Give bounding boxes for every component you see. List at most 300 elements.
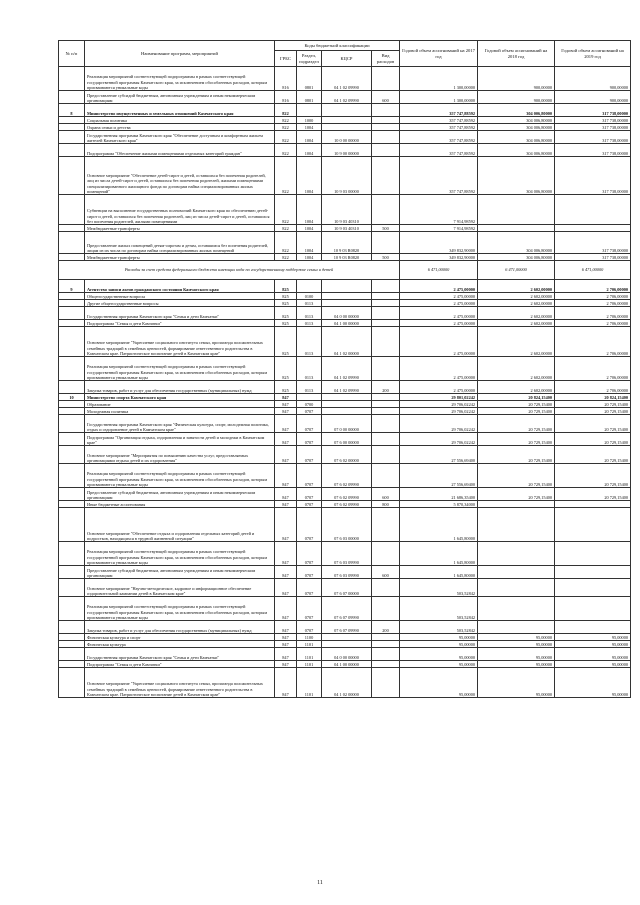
row-kvr: 500 <box>372 225 400 232</box>
table-row <box>59 293 631 300</box>
table-row <box>59 320 631 327</box>
row-name: Молодежная политика <box>85 408 275 415</box>
row-index <box>59 661 85 668</box>
row-ksr: 07 6 02 09990 <box>322 464 372 488</box>
row-grbs: 822 <box>275 124 297 131</box>
row-value-2018: 20 729,15400 <box>478 488 555 501</box>
row-section: 0707 <box>297 488 322 501</box>
table-row <box>59 157 631 195</box>
row-kvr <box>372 579 400 597</box>
row-ksr: 07 6 07 00000 <box>322 579 372 597</box>
row-value-2018: 95,00000 <box>478 668 555 698</box>
row-section: 1004 <box>297 144 322 157</box>
row-ksr: 04 1 02 00000 <box>322 668 372 698</box>
row-index <box>59 446 85 464</box>
row-grbs: 825 <box>275 300 297 307</box>
note-value-v17: 6 471,00000 <box>400 261 478 280</box>
row-value-2018 <box>478 542 555 566</box>
row-section: 1004 <box>297 225 322 232</box>
row-value-2019: 317 738,00000 <box>555 157 631 195</box>
row-value-2018 <box>478 566 555 579</box>
row-ksr: 07 6 07 09990 <box>322 621 372 634</box>
row-value-2018: 20 729,15400 <box>478 433 555 446</box>
row-index <box>59 597 85 621</box>
row-value-2019 <box>555 597 631 621</box>
row-name: Государственная программа Камчатского края "Обеспечение доступным и комфортным жильем жителей Камчатского края" <box>85 131 275 144</box>
row-value-2017: 357 747,88592 <box>400 104 478 117</box>
row-ksr: 04 1 00 00000 <box>322 320 372 327</box>
row-value-2018: 20 729,15400 <box>478 415 555 433</box>
row-name: Реализация мероприятий соответствующей подпрограммы в рамках соответствующей государственной программы Камчатского края, за исключением обособленных расходов, которым присваиваются уникальные коды <box>85 464 275 488</box>
row-index <box>59 300 85 307</box>
row-section: 0113 <box>297 357 322 381</box>
row-value-2019: 20 729,15400 <box>555 488 631 501</box>
row-ksr: 04 1 02 09990 <box>322 381 372 394</box>
table-row <box>59 415 631 433</box>
row-value-2017: 29 706,02242 <box>400 433 478 446</box>
row-value-2019: 900,00000 <box>555 67 631 91</box>
row-value-2018: 304 006,80000 <box>478 157 555 195</box>
row-ksr: 07 6 02 09990 <box>322 488 372 501</box>
row-kvr <box>372 357 400 381</box>
row-value-2018 <box>478 508 555 542</box>
row-section: 1101 <box>297 641 322 648</box>
row-index <box>59 124 85 131</box>
row-kvr <box>372 320 400 327</box>
row-value-2017: 2 475,00000 <box>400 293 478 300</box>
row-grbs: 822 <box>275 232 297 254</box>
col-2019-header: Годовой объем ассигнований на 2019 год <box>555 41 631 67</box>
row-name: Агентство записи актов гражданского состояния Камчатского края <box>85 280 275 293</box>
row-grbs: 822 <box>275 131 297 144</box>
row-value-2018: 304 006,80000 <box>478 232 555 254</box>
row-index: 9 <box>59 280 85 293</box>
row-value-2019: 2 706,00000 <box>555 381 631 394</box>
row-value-2019: 95,00000 <box>555 648 631 661</box>
row-name: Физическая культура и спорт <box>85 634 275 641</box>
row-grbs: 822 <box>275 117 297 124</box>
row-name: Государственная программа Камчатского края "Физическая культура, спорт, молодежная политика, отдых и оздоровление детей в Камчатском крае" <box>85 415 275 433</box>
row-section: 1101 <box>297 668 322 698</box>
row-value-2017: 29 801,02242 <box>400 394 478 401</box>
row-index <box>59 415 85 433</box>
row-index <box>59 634 85 641</box>
row-index <box>59 357 85 381</box>
row-ksr <box>322 300 372 307</box>
row-kvr: 500 <box>372 254 400 261</box>
row-value-2019: 2 706,00000 <box>555 307 631 320</box>
row-value-2018: 20 729,15400 <box>478 464 555 488</box>
row-kvr: 800 <box>372 501 400 508</box>
row-kvr <box>372 157 400 195</box>
row-value-2019: 95,00000 <box>555 661 631 668</box>
row-value-2017: 1 645,80000 <box>400 542 478 566</box>
row-value-2017: 349 832,90000 <box>400 254 478 261</box>
row-ksr: 10 9 00 00000 <box>322 144 372 157</box>
row-name: Реализация мероприятий соответствующей подпрограммы в рамках соответствующей государственной программы Камчатского края, за исключением обособленных расходов, которым присваиваются уникальные коды <box>85 67 275 91</box>
row-grbs: 822 <box>275 225 297 232</box>
row-value-2017: 29 706,02242 <box>400 401 478 408</box>
row-index <box>59 408 85 415</box>
table-row <box>59 327 631 357</box>
row-ksr: 07 6 02 09990 <box>322 501 372 508</box>
codes-group-header: Коды бюджетной классификации <box>275 41 400 51</box>
row-kvr <box>372 634 400 641</box>
row-index <box>59 501 85 508</box>
row-grbs: 822 <box>275 195 297 225</box>
table-row <box>59 661 631 668</box>
row-kvr <box>372 464 400 488</box>
row-value-2017: 5 870,34000 <box>400 501 478 508</box>
row-ksr <box>322 293 372 300</box>
row-grbs: 825 <box>275 381 297 394</box>
row-index <box>59 579 85 597</box>
row-kvr <box>372 195 400 225</box>
row-section: 1100 <box>297 634 322 641</box>
row-value-2019: 2 706,00000 <box>555 300 631 307</box>
row-ksr <box>322 124 372 131</box>
row-index <box>59 641 85 648</box>
row-ksr: 10 9 03 00000 <box>322 157 372 195</box>
row-kvr: 200 <box>372 621 400 634</box>
row-value-2017: 27 556,69400 <box>400 464 478 488</box>
row-name: Межбюджетные трансферты <box>85 254 275 261</box>
row-grbs: 816 <box>275 91 297 104</box>
row-value-2018: 95,00000 <box>478 641 555 648</box>
row-section <box>297 394 322 401</box>
row-name: Предоставление субсидий бюджетным, автономным учреждениям и иным некоммерческим организациям <box>85 488 275 501</box>
row-value-2019 <box>555 501 631 508</box>
row-value-2018: 20 729,15400 <box>478 401 555 408</box>
row-kvr <box>372 327 400 357</box>
row-section: 0801 <box>297 67 322 91</box>
row-value-2018 <box>478 621 555 634</box>
row-value-2019 <box>555 542 631 566</box>
row-kvr <box>372 232 400 254</box>
row-kvr <box>372 144 400 157</box>
row-value-2017: 357 747,88592 <box>400 131 478 144</box>
row-name: Закупка товаров, работ и услуг для обеспечения государственных (муниципальных) нужд <box>85 381 275 394</box>
row-name: Подпрограмма "Семья и дети Камчатки" <box>85 661 275 668</box>
row-value-2019: 20 729,15400 <box>555 446 631 464</box>
row-value-2018: 2 602,00000 <box>478 307 555 320</box>
row-kvr <box>372 508 400 542</box>
table-row <box>59 131 631 144</box>
row-ksr: 10 9 03 R0820 <box>322 254 372 261</box>
row-kvr <box>372 408 400 415</box>
row-value-2019: 95,00000 <box>555 641 631 648</box>
table-row <box>59 634 631 641</box>
row-ksr: 07 6 07 09990 <box>322 597 372 621</box>
row-kvr <box>372 394 400 401</box>
row-ksr: 04 1 02 09990 <box>322 357 372 381</box>
row-section: 0113 <box>297 307 322 320</box>
row-kvr: 600 <box>372 566 400 579</box>
row-value-2017: 357 747,88592 <box>400 157 478 195</box>
row-kvr <box>372 597 400 621</box>
table-row <box>59 668 631 698</box>
row-value-2019: 900,00000 <box>555 91 631 104</box>
row-name: Реализация мероприятий соответствующей подпрограммы в рамках соответствующей государственной программы Камчатского края, за исключением обособленных расходов, которым присваиваются уникальные коды <box>85 542 275 566</box>
row-name: Основное мероприятие "Укрепление социального института семьи, пропаганда положительных семейных традиций в семейных ценностей, формирование ответственного родительства в Камчатском крае. Патриотическое воспитание детей в Камчатском крае" <box>85 668 275 698</box>
row-value-2017: 2 475,00000 <box>400 307 478 320</box>
budget-table-page <box>58 40 630 698</box>
row-value-2018: 304 006,80000 <box>478 144 555 157</box>
row-value-2018 <box>478 579 555 597</box>
row-ksr: 04 1 02 09990 <box>322 67 372 91</box>
row-value-2019 <box>555 579 631 597</box>
row-name: Основное мероприятие "Укрепление социального института семьи, пропаганда положительных семейных традиций в семейных ценностей, формирование ответственного родительства в Камчатском крае. Патриотическое воспитание детей в Камчатском крае" <box>85 327 275 357</box>
row-name: Основное мероприятие "Мероприятия по повышению качества услуг, предоставляемых организациями отдыха детей и их оздоровления" <box>85 446 275 464</box>
row-kvr <box>372 293 400 300</box>
note-value-v18: 6 471,00000 <box>478 261 555 280</box>
row-grbs: 847 <box>275 648 297 661</box>
row-value-2019: 95,00000 <box>555 668 631 698</box>
row-name: Социальная политика <box>85 117 275 124</box>
table-row <box>59 280 631 293</box>
row-grbs: 825 <box>275 357 297 381</box>
row-ksr <box>322 634 372 641</box>
row-section: 0801 <box>297 91 322 104</box>
row-kvr: 200 <box>372 381 400 394</box>
col-kvr-header: Вид расходов <box>372 51 400 67</box>
row-value-2018: 95,00000 <box>478 634 555 641</box>
row-section: 0707 <box>297 464 322 488</box>
row-name: Основное мероприятие "Научно-методическое, кадровое и информационное обеспечение оздоровительной кампании детей в Камчатском крае" <box>85 579 275 597</box>
row-value-2017: 7 914,98592 <box>400 225 478 232</box>
row-section: 0707 <box>297 542 322 566</box>
row-value-2018: 2 602,00000 <box>478 357 555 381</box>
row-value-2019: 317 738,00000 <box>555 124 631 131</box>
row-value-2019: 2 706,00000 <box>555 280 631 293</box>
row-section: 0100 <box>297 293 322 300</box>
row-index <box>59 131 85 144</box>
table-row <box>59 232 631 254</box>
row-ksr <box>322 408 372 415</box>
row-section: 0707 <box>297 566 322 579</box>
row-value-2018: 2 602,00000 <box>478 327 555 357</box>
note-value-v19: 6 471,00000 <box>555 261 631 280</box>
row-kvr <box>372 641 400 648</box>
row-index <box>59 327 85 357</box>
table-row <box>59 566 631 579</box>
row-index <box>59 157 85 195</box>
row-name: Предоставление субсидий бюджетным, автономным учреждениям и иным некоммерческим организациям <box>85 91 275 104</box>
row-index <box>59 195 85 225</box>
col-section-header: Раздел, подраздел <box>297 51 322 67</box>
row-value-2017: 95,00000 <box>400 668 478 698</box>
row-value-2017: 95,00000 <box>400 661 478 668</box>
table-row <box>59 300 631 307</box>
row-grbs: 847 <box>275 508 297 542</box>
row-value-2018 <box>478 597 555 621</box>
row-kvr <box>372 300 400 307</box>
row-kvr <box>372 131 400 144</box>
row-section: 1000 <box>297 117 322 124</box>
row-name: Министерство имущественных и земельных отношений Камчатского края <box>85 104 275 117</box>
row-section: 1004 <box>297 157 322 195</box>
row-ksr <box>322 401 372 408</box>
row-value-2018: 304 006,80000 <box>478 124 555 131</box>
note-text: Расходы за счет средств федерального бюджета имеющих кода по государственному поддержке семьи и детей <box>59 261 400 280</box>
row-value-2018: 2 602,00000 <box>478 320 555 327</box>
row-value-2017: 503,52842 <box>400 597 478 621</box>
row-index <box>59 401 85 408</box>
row-section: 0707 <box>297 621 322 634</box>
row-value-2017: 27 556,69400 <box>400 446 478 464</box>
row-section: 0113 <box>297 320 322 327</box>
row-value-2018 <box>478 195 555 225</box>
row-section: 0707 <box>297 415 322 433</box>
table-row <box>59 508 631 542</box>
table-row <box>59 641 631 648</box>
row-value-2018: 2 602,00000 <box>478 293 555 300</box>
row-name: Подпрограмма "Организация отдыха, оздоровления и занятости детей и молодежи в Камчатском крае" <box>85 433 275 446</box>
row-ksr: 07 6 03 00000 <box>322 508 372 542</box>
row-value-2017: 357 747,88592 <box>400 144 478 157</box>
row-name: Подпрограмма "Семья и дети Камчатки" <box>85 320 275 327</box>
row-section: 1004 <box>297 232 322 254</box>
budget-table <box>58 40 631 698</box>
row-value-2017: 21 686,35400 <box>400 488 478 501</box>
row-value-2018: 304 006,80000 <box>478 104 555 117</box>
row-value-2019 <box>555 566 631 579</box>
row-kvr <box>372 415 400 433</box>
table-header <box>59 41 631 67</box>
row-value-2018: 20 824,15400 <box>478 394 555 401</box>
row-value-2017: 503,52842 <box>400 621 478 634</box>
row-kvr <box>372 124 400 131</box>
row-value-2018: 304 006,80000 <box>478 254 555 261</box>
row-index <box>59 144 85 157</box>
row-value-2017: 357 747,88592 <box>400 124 478 131</box>
row-section: 0707 <box>297 597 322 621</box>
row-index <box>59 566 85 579</box>
row-grbs: 825 <box>275 293 297 300</box>
row-section <box>297 104 322 117</box>
table-row <box>59 225 631 232</box>
row-value-2019: 20 729,15400 <box>555 415 631 433</box>
row-value-2019: 317 738,00000 <box>555 232 631 254</box>
row-index <box>59 381 85 394</box>
row-kvr <box>372 280 400 293</box>
row-index <box>59 621 85 634</box>
table-row <box>59 117 631 124</box>
row-value-2019: 95,00000 <box>555 634 631 641</box>
row-value-2019: 317 738,00000 <box>555 254 631 261</box>
row-value-2017: 95,00000 <box>400 634 478 641</box>
table-row <box>59 433 631 446</box>
row-ksr: 04 0 00 00000 <box>322 648 372 661</box>
row-name: Другие общегосударственные вопросы <box>85 300 275 307</box>
row-value-2017: 1 300,00000 <box>400 91 478 104</box>
table-row <box>59 464 631 488</box>
row-ksr: 07 6 03 09990 <box>322 566 372 579</box>
table-row <box>59 357 631 381</box>
table-row <box>59 408 631 415</box>
row-ksr: 04 1 00 00000 <box>322 661 372 668</box>
row-name: Субвенции на выполнение государственных полномочий Камчатского края по обеспечению детей-сирот и детей, оставшихся без попечения родителей, лиц из числа детей-сирот и детей, оставшихся без попечения родителей, жилыми помещениями <box>85 195 275 225</box>
row-section: 0707 <box>297 508 322 542</box>
row-index <box>59 91 85 104</box>
row-value-2018: 900,00000 <box>478 91 555 104</box>
row-name: Предоставление жилых помещений детям-сиротам и детям, оставшимся без попечения родителей, лицам из их числа по договорам найма специализированных жилых помещений <box>85 232 275 254</box>
table-body <box>59 67 631 698</box>
col-ksr-header: КЦСР <box>322 51 372 67</box>
row-ksr <box>322 117 372 124</box>
row-value-2017: 2 475,00000 <box>400 280 478 293</box>
table-row <box>59 446 631 464</box>
row-ksr: 04 1 02 00000 <box>322 327 372 357</box>
row-value-2019: 317 738,00000 <box>555 104 631 117</box>
row-ksr: 10 9 03 40310 <box>322 225 372 232</box>
row-value-2017: 2 475,00000 <box>400 357 478 381</box>
row-ksr <box>322 641 372 648</box>
row-value-2018: 20 729,15400 <box>478 446 555 464</box>
table-row <box>59 91 631 104</box>
row-index <box>59 307 85 320</box>
row-section: 1004 <box>297 131 322 144</box>
table-row <box>59 648 631 661</box>
row-value-2017: 2 475,00000 <box>400 320 478 327</box>
row-section: 0707 <box>297 408 322 415</box>
row-grbs: 847 <box>275 401 297 408</box>
row-index: 10 <box>59 394 85 401</box>
row-ksr <box>322 280 372 293</box>
col-num-header: № п/п <box>59 41 85 67</box>
row-kvr <box>372 668 400 698</box>
row-value-2017: 2 475,00000 <box>400 300 478 307</box>
table-row <box>59 124 631 131</box>
row-section: 0707 <box>297 433 322 446</box>
row-grbs: 822 <box>275 157 297 195</box>
table-row <box>59 381 631 394</box>
row-kvr <box>372 446 400 464</box>
row-name: Реализация мероприятий соответствующей подпрограммы в рамках соответствующей государственной программы Камчатского края, за исключением обособленных расходов, которым присваиваются уникальные коды <box>85 597 275 621</box>
row-index <box>59 648 85 661</box>
row-index: 8 <box>59 104 85 117</box>
row-name: Основное мероприятие "Обеспечение отдыха и оздоровления отдельных категорий детей и подростков, находящихся в трудной жизненной ситуации" <box>85 508 275 542</box>
table-row <box>59 104 631 117</box>
row-kvr <box>372 117 400 124</box>
row-index <box>59 433 85 446</box>
row-section: 1101 <box>297 661 322 668</box>
row-value-2017: 349 832,90000 <box>400 232 478 254</box>
row-value-2017: 95,00000 <box>400 641 478 648</box>
row-kvr <box>372 542 400 566</box>
row-value-2018: 304 006,80000 <box>478 131 555 144</box>
row-index <box>59 668 85 698</box>
row-value-2019: 317 738,00000 <box>555 131 631 144</box>
row-grbs: 847 <box>275 394 297 401</box>
row-value-2017: 1 300,00000 <box>400 67 478 91</box>
row-value-2017: 357 747,88592 <box>400 117 478 124</box>
table-row <box>59 195 631 225</box>
row-section: 0113 <box>297 300 322 307</box>
row-ksr: 07 0 00 00000 <box>322 415 372 433</box>
note-row <box>59 261 631 280</box>
row-ksr: 07 6 03 09990 <box>322 542 372 566</box>
row-ksr: 10 0 00 00000 <box>322 131 372 144</box>
row-value-2017: 7 914,98592 <box>400 195 478 225</box>
row-name: Реализация мероприятий соответствующей подпрограммы в рамках соответствующей государственной программы Камчатского края, за исключением обособленных расходов, которым присваиваются уникальные коды <box>85 357 275 381</box>
row-index <box>59 464 85 488</box>
col-grbs-header: ГРБС <box>275 51 297 67</box>
row-index <box>59 117 85 124</box>
row-name: Закупка товаров, работ и услуг для обеспечения государственных (муниципальных) нужд <box>85 621 275 634</box>
row-ksr <box>322 104 372 117</box>
row-value-2017: 1 645,80000 <box>400 566 478 579</box>
